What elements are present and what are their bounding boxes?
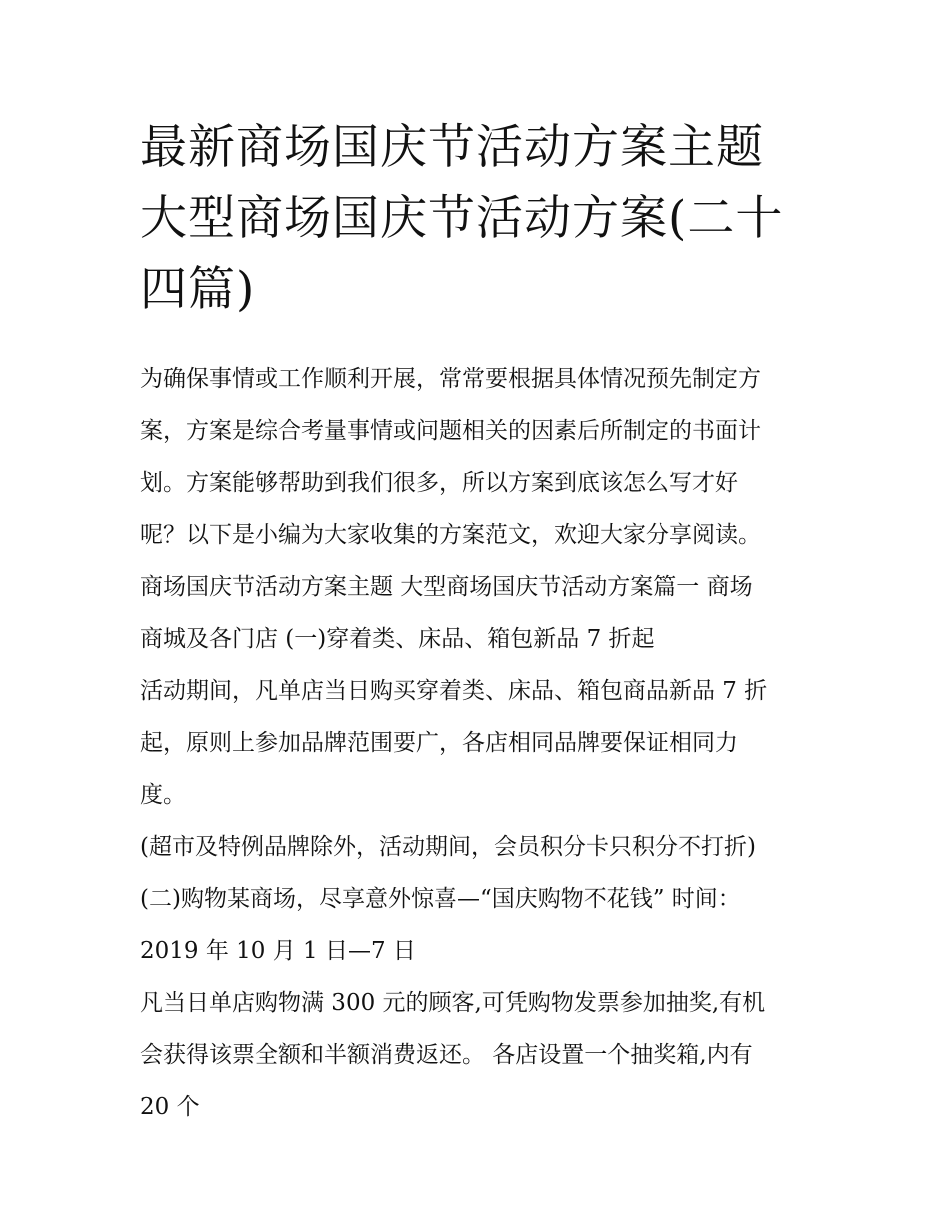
body-line: 度。 bbox=[140, 782, 186, 808]
body-line: (二)购物某商场，尽享意外惊喜—“国庆购物不花钱” 时间： bbox=[140, 886, 741, 912]
body-line: 2019 年 10 月 1 日—7 日 bbox=[140, 938, 416, 964]
body-line: (超市及特例品牌除外，活动期间，会员积分卡只积分不打折) bbox=[140, 834, 756, 860]
body-line: 为确保事情或工作顺利开展，常常要根据具体情况预先制定方 bbox=[140, 366, 761, 392]
document-body bbox=[140, 353, 830, 1133]
body-line: 划。方案能够帮助到我们很多，所以方案到底该怎么写才好 bbox=[140, 470, 738, 496]
body-line: 起，原则上参加品牌范围要广，各店相同品牌要保证相同力 bbox=[140, 730, 738, 756]
title-line: 大型商场国庆节活动方案(二十 bbox=[140, 191, 784, 246]
title-line: 四篇) bbox=[140, 262, 256, 317]
body-line: 凡当日单店购物满 300 元的顾客,可凭购物发票参加抽奖,有机 bbox=[140, 990, 766, 1016]
body-line: 呢？以下是小编为大家收集的方案范文，欢迎大家分享阅读。 bbox=[140, 522, 761, 548]
body-line: 案，方案是综合考量事情或问题相关的因素后所制定的书面计 bbox=[140, 418, 761, 444]
body-line: 商场国庆节活动方案主题 大型商场国庆节活动方案篇一 商场 bbox=[140, 574, 753, 600]
document-title bbox=[140, 112, 820, 325]
body-line: 20 个 bbox=[140, 1094, 200, 1120]
body-line: 活动期间，凡单店当日购买穿着类、床品、箱包商品新品 7 折 bbox=[140, 678, 768, 704]
title-line: 最新商场国庆节活动方案主题 bbox=[140, 120, 764, 175]
body-line: 商城及各门店 (一)穿着类、床品、箱包新品 7 折起 bbox=[140, 626, 655, 652]
body-line: 会获得该票全额和半额消费返还。 各店设置一个抽奖箱,内有 bbox=[140, 1042, 753, 1068]
